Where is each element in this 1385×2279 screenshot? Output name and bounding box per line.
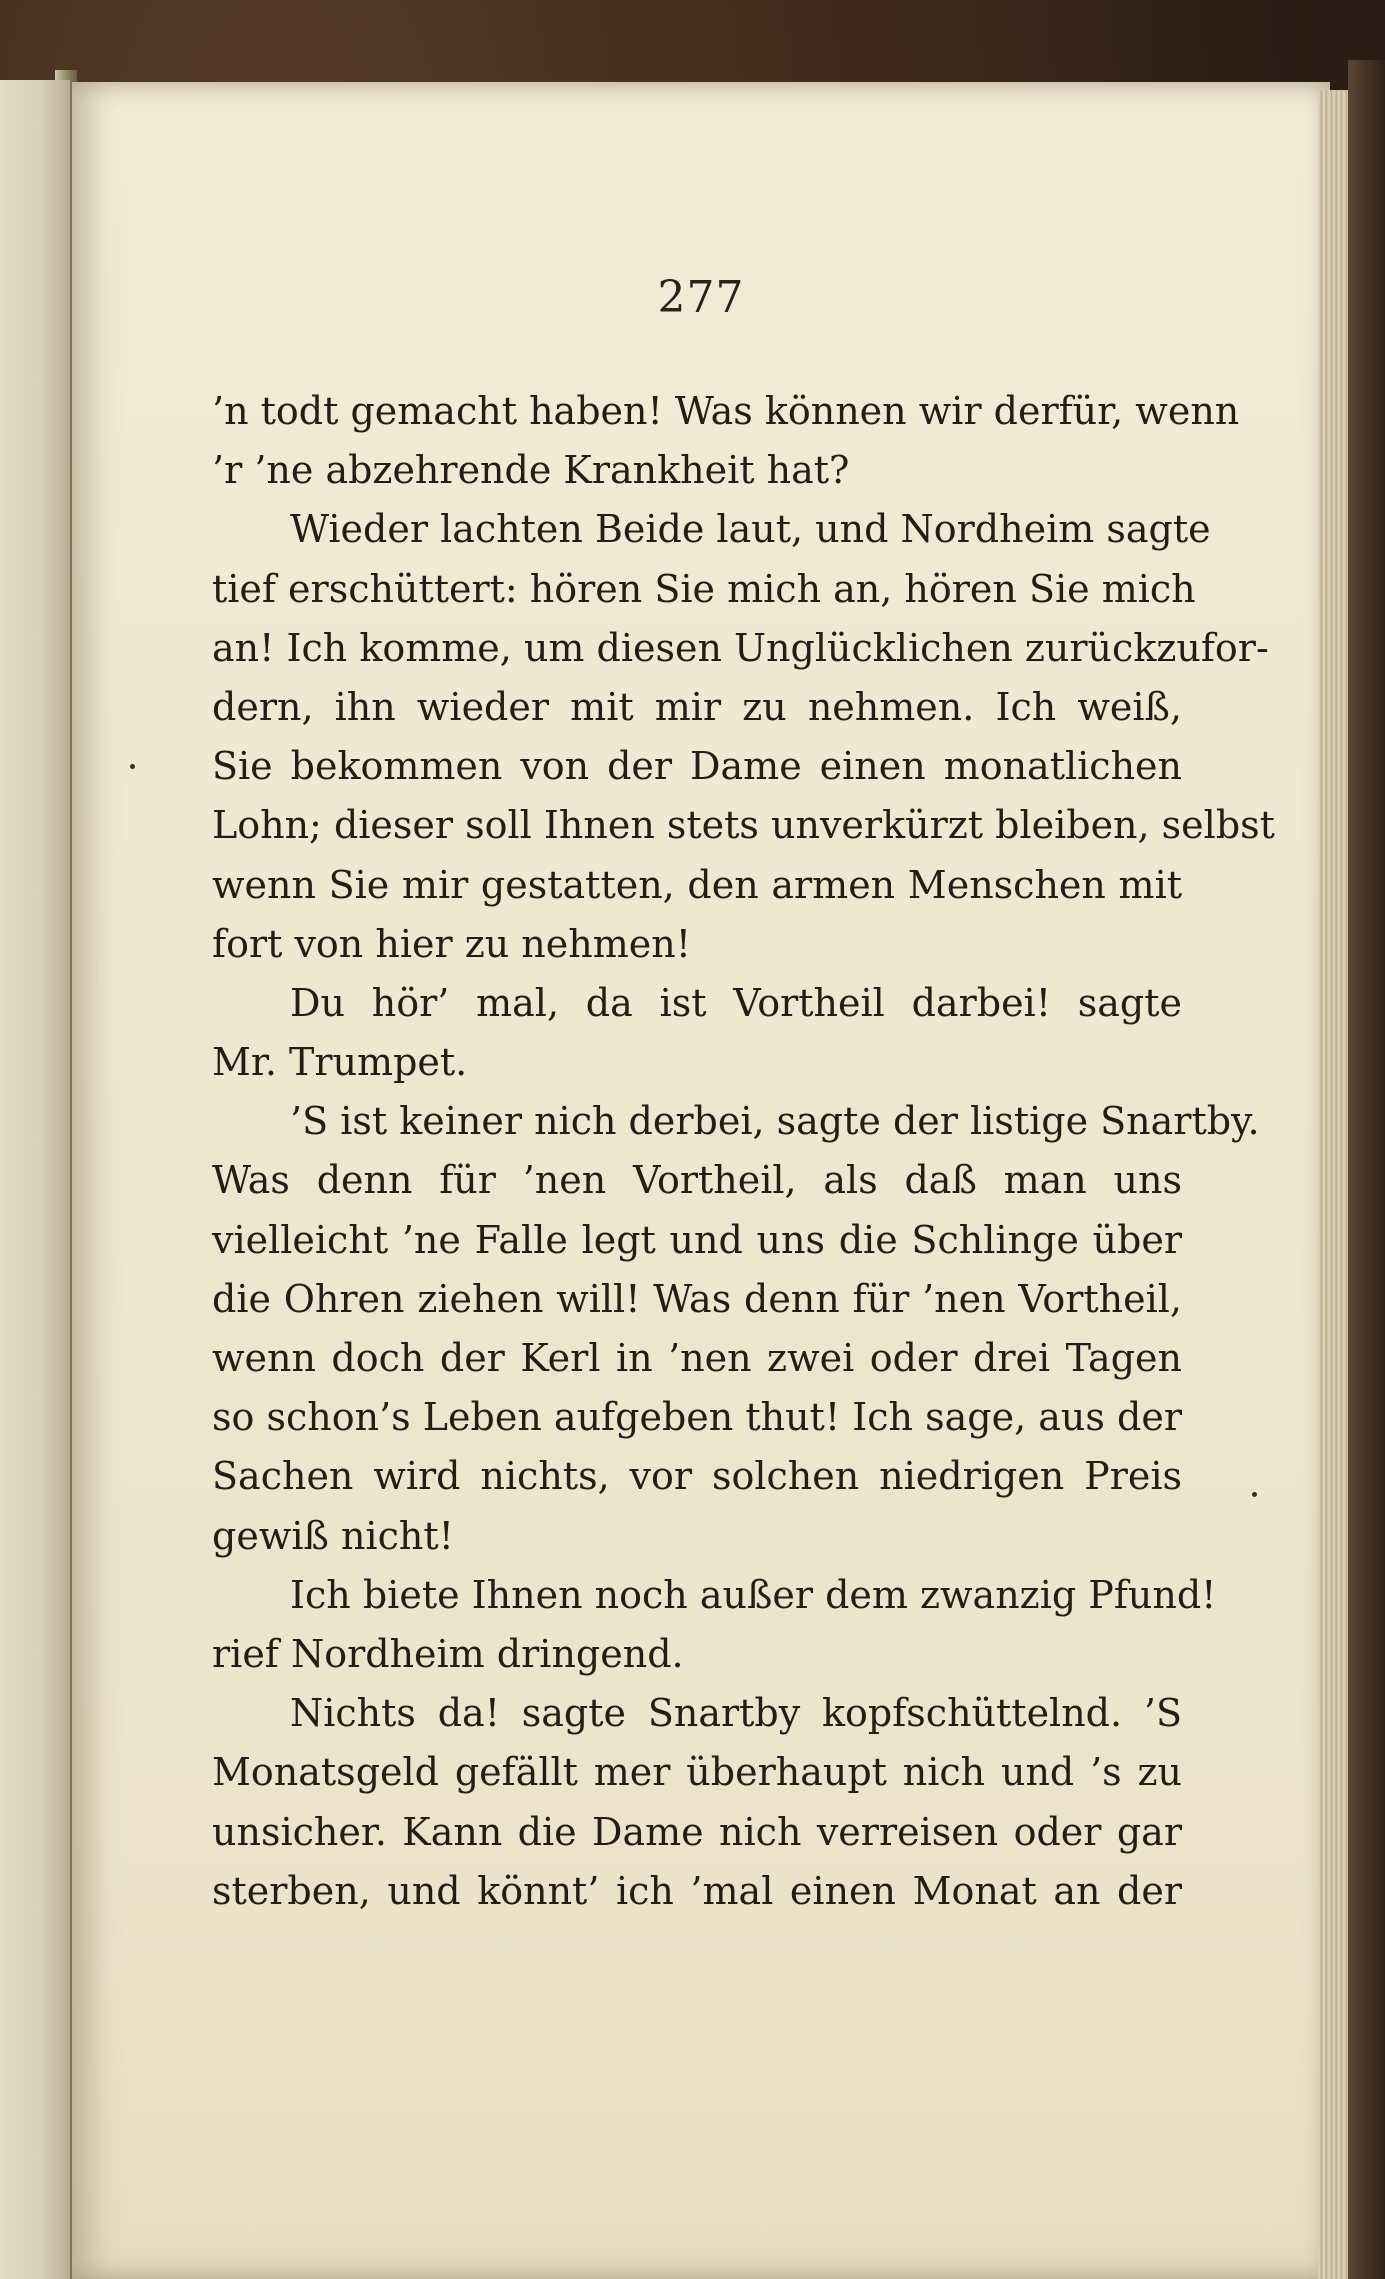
text-line: an! Ich komme, um diesen Unglücklichen zurückzufor- [212, 625, 1269, 670]
book-page [72, 82, 1330, 2279]
page-stack-edge [1318, 90, 1350, 2279]
book-cover-edge [1348, 60, 1385, 2279]
text-line: so schon’s Leben aufgeben thut! Ich sage, aus der [212, 1395, 1182, 1440]
text-line: rief Nordheim dringend. [212, 1631, 684, 1676]
text-line: wenn Sie mir gestatten, den armen Menschen mit [212, 862, 1182, 907]
text-line: unsicher. Kann die Dame nich verreisen oder gar [212, 1809, 1182, 1854]
left-page-edge [0, 80, 70, 2279]
page-text [212, 382, 1275, 1921]
text-line: ’S ist keiner nich derbei, sagte der listige Snartby. [290, 1099, 1260, 1144]
page-number: 277 [657, 272, 745, 323]
text-line: Was denn für ’nen Vortheil, als daß man uns [212, 1158, 1182, 1203]
text-line: Mr. Trumpet. [212, 1040, 468, 1085]
text-line: ’n todt gemacht haben! Was können wir derfür, wenn [212, 389, 1240, 433]
ink-speck [1252, 1492, 1257, 1497]
text-line: tief erschüttert: hören Sie mich an, hören Sie mich [212, 566, 1196, 611]
text-line: Du hör’ mal, da ist Vortheil darbei! sagte [290, 980, 1182, 1025]
text-line: Monatsgeld gefällt mer überhaupt nich und ’s zu [212, 1750, 1182, 1795]
text-line: Ich biete Ihnen noch außer dem zwanzig Pfund! [290, 1572, 1217, 1617]
ink-speck [130, 764, 135, 769]
text-line: Sachen wird nichts, vor solchen niedrigen Preis [212, 1454, 1182, 1499]
text-line: sterben, und könnt’ ich ’mal einen Monat an der [212, 1868, 1182, 1913]
text-line: Sie bekommen von der Dame einen monatlichen [212, 744, 1182, 789]
text-line: Wieder lachten Beide laut, und Nordheim sagte [290, 507, 1211, 552]
text-line: vielleicht ’ne Falle legt und uns die Schlinge über [212, 1217, 1182, 1262]
text-line: dern, ihn wieder mit mir zu nehmen. Ich weiß, [212, 684, 1182, 729]
text-line: fort von hier zu nehmen! [212, 921, 691, 966]
text-line: Lohn; dieser soll Ihnen stets unverkürzt bleiben, selbst [212, 803, 1275, 848]
text-line: ’r ’ne abzehrende Krankheit hat? [212, 448, 850, 493]
text-line: wenn doch der Kerl in ’nen zwei oder drei Tagen [212, 1336, 1182, 1380]
text-line: gewiß nicht! [212, 1513, 454, 1558]
text-line: Nichts da! sagte Snartby kopfschüttelnd. ’S [290, 1691, 1182, 1736]
text-line: die Ohren ziehen will! Was denn für ’nen Vortheil, [212, 1276, 1182, 1321]
